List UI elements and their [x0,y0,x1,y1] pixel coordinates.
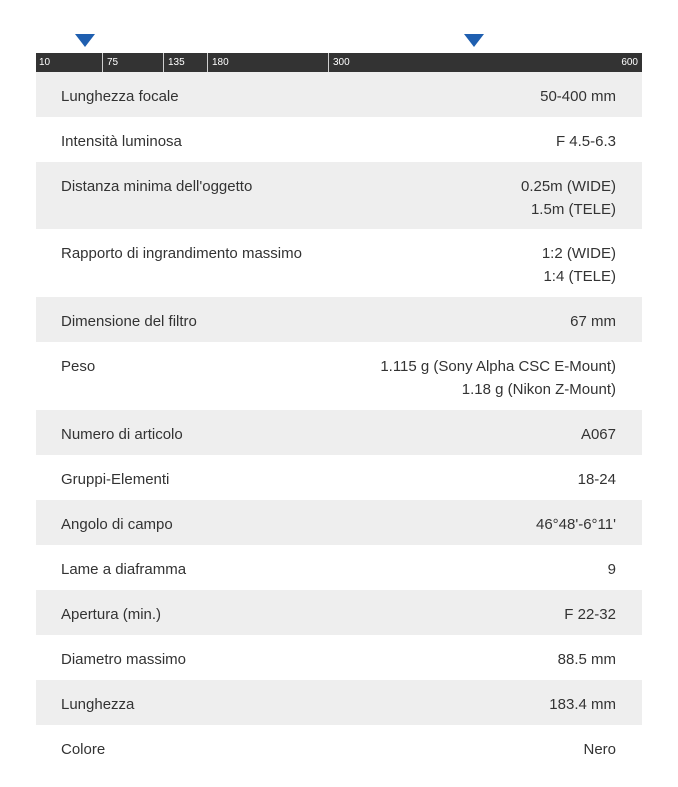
spec-table [36,72,642,770]
spec-value-line: 1.18 g (Nikon Z-Mount) [461,381,616,398]
spec-label: Colore [61,741,106,758]
spec-value [536,513,616,536]
spec-label: Intensità luminosa [61,133,182,150]
spec-value [581,423,616,446]
spec-value [556,130,616,153]
spec-label: Angolo di campo [61,516,173,533]
spec-value-line: 183.4 mm [549,696,616,713]
spec-label: Rapporto di ingrandimento massimo [61,245,302,262]
spec-value-line: 88.5 mm [557,651,616,668]
spec-value-line: 46°48'-6°11' [535,516,616,533]
spec-row [36,117,642,162]
spec-value-line: 0.25m (WIDE) [520,178,616,195]
spec-row [36,725,642,770]
spec-label: Diametro massimo [61,651,187,668]
spec-value [558,648,616,671]
spec-row [36,162,642,229]
spec-value [608,558,616,581]
scale-tick-label: 180 [207,53,328,72]
spec-value [542,242,616,288]
spec-value [570,310,616,333]
range-start-marker-icon [75,34,95,47]
spec-label: Lunghezza focale [61,88,179,105]
scale-tick-label: 600 [621,57,638,68]
focal-length-scale [36,34,642,72]
scale-tick-label: 75 [102,53,163,72]
spec-row [36,500,642,545]
spec-label: Lunghezza [61,696,135,713]
spec-value-line: 1.5m (TELE) [530,201,616,218]
spec-value [583,738,616,761]
scale-tick-label: 10 [39,57,51,68]
spec-row [36,410,642,455]
spec-row [36,590,642,635]
spec-label: Distanza minima dell'oggetto [61,178,253,195]
spec-value-line: 9 [607,561,616,578]
spec-value [564,603,616,626]
spec-label: Peso [61,358,96,375]
spec-row [36,635,642,680]
spec-value [540,85,616,108]
spec-label: Apertura (min.) [61,606,162,623]
spec-value-line: 1:2 (WIDE) [541,245,616,262]
spec-value-line: Nero [583,741,616,758]
spec-value [549,693,616,716]
spec-row [36,342,642,410]
spec-value [521,175,616,221]
spec-label: Dimensione del filtro [61,313,197,330]
scale-bar [36,53,642,72]
spec-value-line: 18-24 [577,471,616,488]
scale-tick-label: 135 [163,53,207,72]
spec-row [36,680,642,725]
spec-row [36,545,642,590]
spec-value-line: A067 [580,426,616,443]
spec-value-line: F 4.5-6.3 [555,133,616,150]
spec-label: Gruppi-Elementi [61,471,170,488]
spec-value-line: 1.115 g (Sony Alpha CSC E-Mount) [380,358,616,375]
range-end-marker-icon [464,34,484,47]
spec-row [36,72,642,117]
spec-value-line: 50-400 mm [540,88,616,105]
spec-row [36,229,642,297]
spec-value-line: 67 mm [570,313,616,330]
spec-value [578,468,616,491]
scale-tick-label: 300 [328,53,642,72]
spec-value-line: F 22-32 [564,606,616,623]
spec-value [380,355,616,401]
spec-row [36,455,642,500]
spec-label: Lame a diaframma [61,561,187,578]
spec-label: Numero di articolo [61,426,183,443]
spec-row [36,297,642,342]
spec-value-line: 1:4 (TELE) [543,268,616,285]
